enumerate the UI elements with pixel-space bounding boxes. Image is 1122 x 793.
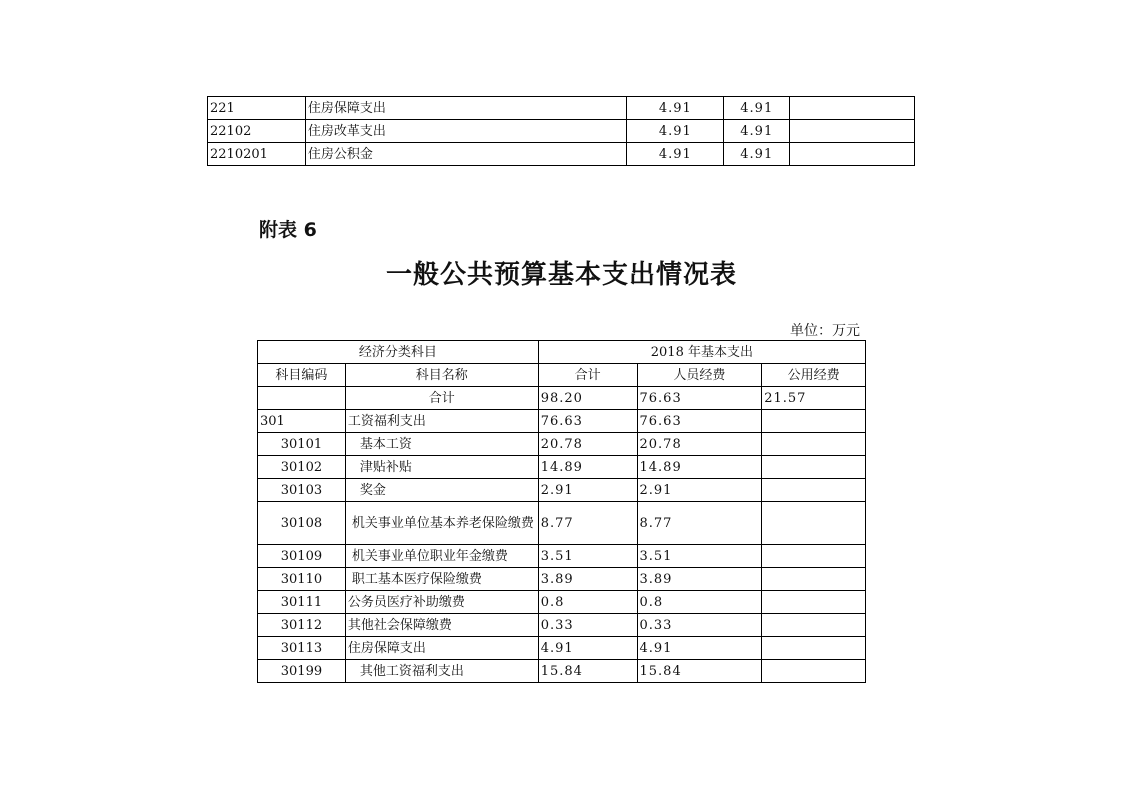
header-name: 科目名称	[345, 364, 538, 387]
table-row	[208, 97, 915, 120]
code-cell: 30111	[258, 591, 346, 614]
personnel-cell: 0.8	[637, 591, 762, 614]
sum-label: 合计	[345, 387, 538, 410]
total-cell: 3.51	[538, 545, 637, 568]
header-personnel: 人员经费	[637, 364, 762, 387]
header-group-right: 2018 年基本支出	[538, 341, 865, 364]
name-cell: 住房保障支出	[345, 637, 538, 660]
personnel-cell: 76.63	[637, 410, 762, 433]
code-cell: 30110	[258, 568, 346, 591]
sum-public: 21.57	[762, 387, 866, 410]
table-row	[208, 120, 915, 143]
code-cell: 30103	[258, 479, 346, 502]
code-cell: 221	[208, 97, 306, 120]
public-cell	[762, 545, 866, 568]
personnel-cell: 4.91	[637, 637, 762, 660]
table-row	[258, 591, 866, 614]
name-cell: 住房公积金	[305, 143, 627, 166]
top-expenditure-table	[207, 96, 915, 166]
public-cell	[762, 568, 866, 591]
table-row	[258, 545, 866, 568]
header-row	[258, 364, 866, 387]
personnel-cell: 2.91	[637, 479, 762, 502]
name-cell: 基本工资	[345, 433, 538, 456]
public-cell	[762, 614, 866, 637]
public-cell	[762, 456, 866, 479]
code-cell: 30108	[258, 502, 346, 545]
unit-label: 单位：万元	[790, 323, 860, 339]
personnel-cell: 0.33	[637, 614, 762, 637]
table-row	[258, 660, 866, 683]
total-cell: 3.89	[538, 568, 637, 591]
total-cell: 15.84	[538, 660, 637, 683]
table-row	[258, 433, 866, 456]
total-cell: 0.33	[538, 614, 637, 637]
name-cell: 机关事业单位职业年金缴费	[345, 545, 538, 568]
public-cell	[790, 120, 915, 143]
sum-row	[258, 387, 866, 410]
public-cell	[790, 143, 915, 166]
table-row	[258, 614, 866, 637]
table-row	[258, 568, 866, 591]
appendix-label: 附表 6	[259, 219, 317, 241]
total-cell: 4.91	[627, 120, 724, 143]
header-code: 科目编码	[258, 364, 346, 387]
code-cell: 30109	[258, 545, 346, 568]
header-public: 公用经费	[762, 364, 866, 387]
public-cell	[762, 660, 866, 683]
public-cell	[790, 97, 915, 120]
total-cell: 4.91	[627, 143, 724, 166]
code-cell: 301	[258, 410, 346, 433]
name-cell: 工资福利支出	[345, 410, 538, 433]
header-group-left: 经济分类科目	[258, 341, 539, 364]
table-row	[258, 479, 866, 502]
public-cell	[762, 433, 866, 456]
sum-code-cell	[258, 387, 346, 410]
code-cell: 30102	[258, 456, 346, 479]
name-cell: 奖金	[345, 479, 538, 502]
sum-personnel: 76.63	[637, 387, 762, 410]
name-cell: 其他工资福利支出	[345, 660, 538, 683]
personnel-cell: 3.89	[637, 568, 762, 591]
total-cell: 0.8	[538, 591, 637, 614]
code-cell: 30113	[258, 637, 346, 660]
personnel-cell: 15.84	[637, 660, 762, 683]
code-cell: 30101	[258, 433, 346, 456]
personnel-cell: 20.78	[637, 433, 762, 456]
personnel-cell: 4.91	[724, 97, 790, 120]
public-cell	[762, 410, 866, 433]
name-cell: 住房改革支出	[305, 120, 627, 143]
table-row	[258, 456, 866, 479]
code-cell: 30112	[258, 614, 346, 637]
public-cell	[762, 502, 866, 545]
personnel-cell: 4.91	[724, 120, 790, 143]
table-row	[258, 502, 866, 545]
total-cell: 2.91	[538, 479, 637, 502]
total-cell: 14.89	[538, 456, 637, 479]
name-cell: 公务员医疗补助缴费	[345, 591, 538, 614]
total-cell: 4.91	[627, 97, 724, 120]
total-cell: 76.63	[538, 410, 637, 433]
personnel-cell: 8.77	[637, 502, 762, 545]
total-cell: 8.77	[538, 502, 637, 545]
code-cell: 22102	[208, 120, 306, 143]
personnel-cell: 14.89	[637, 456, 762, 479]
personnel-cell: 3.51	[637, 545, 762, 568]
code-cell: 2210201	[208, 143, 306, 166]
public-cell	[762, 637, 866, 660]
header-row	[258, 341, 866, 364]
name-cell: 职工基本医疗保险缴费	[345, 568, 538, 591]
name-cell: 住房保障支出	[305, 97, 627, 120]
total-cell: 4.91	[538, 637, 637, 660]
page-title: 一般公共预算基本支出情况表	[386, 260, 738, 290]
public-cell	[762, 591, 866, 614]
basic-expenditure-table	[257, 340, 866, 683]
name-cell: 津贴补贴	[345, 456, 538, 479]
name-cell: 其他社会保障缴费	[345, 614, 538, 637]
name-cell: 机关事业单位基本养老保险缴费	[345, 502, 538, 545]
personnel-cell: 4.91	[724, 143, 790, 166]
sum-total: 98.20	[538, 387, 637, 410]
table-row	[208, 143, 915, 166]
table-row	[258, 637, 866, 660]
code-cell: 30199	[258, 660, 346, 683]
total-cell: 20.78	[538, 433, 637, 456]
table-row	[258, 410, 866, 433]
public-cell	[762, 479, 866, 502]
header-total: 合计	[538, 364, 637, 387]
